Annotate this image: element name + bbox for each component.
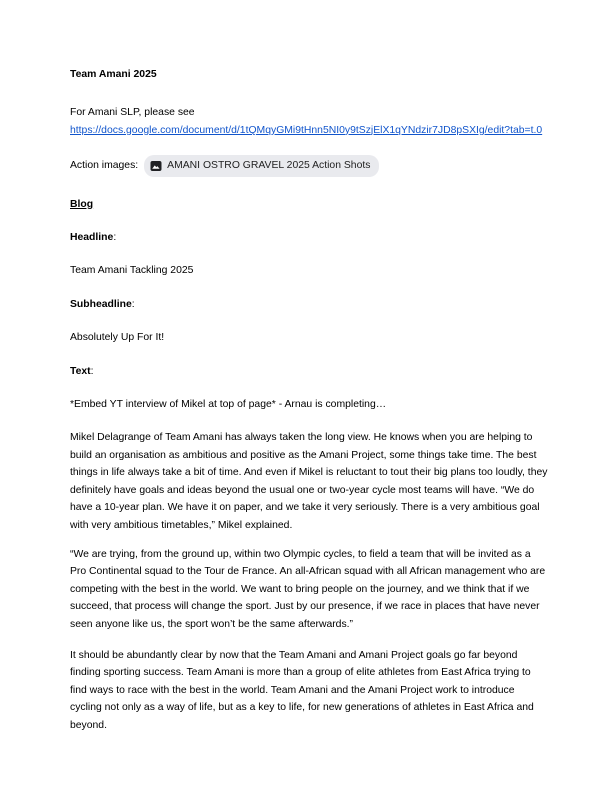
blog-heading: Blog <box>70 198 94 210</box>
subheadline-value: Absolutely Up For It! <box>70 332 165 344</box>
drive-chip-label: AMANI OSTRO GRAVEL 2025 Action Shots <box>167 160 371 172</box>
body-paragraph-1: Mikel Delagrange of Team Amani has always taken the long view. He knows when you are helping to build an organisation as ambitious and positive as the Amani Project, some things take time. The best things in life always take a bit of time. And even if Mikel is reluctant to tout their big plans too loudly, they definitely have goals and ideas beyond the usual one or two-year cycle most teams will have. “We do have a 10-year plan. We have it on paper, and we take it very seriously. There is a very ambitious goal with very ambitious timetables,” Mikel explained. <box>70 432 548 531</box>
headline-colon: : <box>113 232 117 244</box>
document-content <box>70 66 548 746</box>
doc-link-line <box>70 122 548 139</box>
text-label: Text <box>70 365 91 377</box>
drive-image-icon <box>150 160 162 172</box>
subheadline-colon: : <box>131 298 135 310</box>
body-paragraph-3: It should be abundantly clear by now that the Team Amani and Amani Project goals go far beyond finding sporting success. Team Amani is more than a group of elite athletes from East Africa trying to find ways to race with the best in the world. Team Amani and the Amani Project work to introduce cycling not only as a way of life, but as a key to life, for new generations of athletes in East Africa and beyond. <box>70 649 534 731</box>
subheadline-label-line <box>70 296 548 313</box>
headline-label: Headline <box>70 232 114 244</box>
google-doc-link[interactable]: https://docs.google.com/document/d/1tQMqyGMi9tHnn5NI0y9tSzjElX1qYNdzir7JD8pSXIg/edit?tab=t.0 <box>70 124 543 136</box>
action-images-label: Action images: <box>70 160 139 172</box>
intro-line: For Amani SLP, please see <box>70 107 195 119</box>
text-colon: : <box>90 365 94 377</box>
text-label-line <box>70 363 548 380</box>
drive-folder-chip[interactable] <box>144 155 379 176</box>
document-title: Team Amani 2025 <box>70 69 157 80</box>
subheadline-label: Subheadline <box>70 298 132 310</box>
headline-label-line <box>70 229 548 246</box>
embed-note: *Embed YT interview of Mikel at top of page* - Arnau is completing… <box>70 399 387 411</box>
headline-value: Team Amani Tackling 2025 <box>70 265 194 277</box>
action-images-row <box>70 155 548 176</box>
body-paragraph-2: “We are trying, from the ground up, within two Olympic cycles, to field a team that will be invited as a Pro Continental squad to the Tour de France. An all-African squad with all African management who are competing with the best in the world. We want to bring people on the journey, and we think that if we succeed, that process will change the sport. Just by our presence, if we race in places that have never seen anyone like us, the sport won’t be the same afterwards.” <box>70 548 546 630</box>
